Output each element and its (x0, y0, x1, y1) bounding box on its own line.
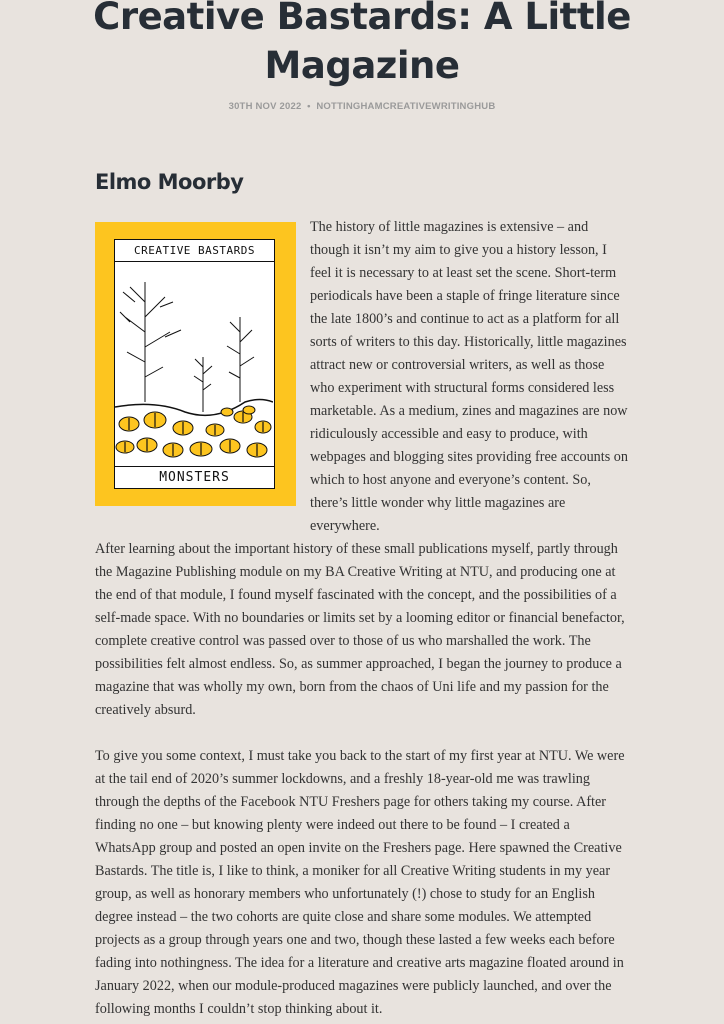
cover-issue-title: MONSTERS (115, 466, 274, 488)
magazine-cover-image[interactable] (95, 222, 296, 506)
trees-and-eyes-illustration (115, 262, 273, 466)
body-paragraph: The history of little magazines is extensive – and though it isn’t my aim to give you a history lesson, I feel it is necessary to at least set the scene. Short-term periodicals have been a staple of fringe literature since the late 1800’s and continue to act as a platform for all sorts of writers to this day. Historically, little magazines attract new or controversial writers, as well as those who experiment with structural forms considered less marketable. As a medium, zines and magazines are now ridiculously accessible and easy to produce, with webpages and blogging sites providing free accounts on which to host anyone and everyone’s content. So, there’s little wonder why little magazines are everywhere. (310, 219, 628, 534)
meta-separator: • (307, 101, 311, 112)
cover-frame (114, 239, 275, 489)
cover-title: CREATIVE BASTARDS (115, 240, 274, 262)
post-meta (0, 101, 724, 112)
body-paragraph: To give you some context, I must take you back to the start of my first year at NTU. We were at the tail end of 2020’s summer lockdowns, and a freshly 18-year-old me was trawling through the depths of the Facebook NTU Freshers page for others taking my course. After finding no one – but knowing plenty were indeed out there to be found – I created a WhatsApp group and posted an open invite on the Freshers page. Here spawned the Creative Bastards. The title is, I like to think, a moniker for all Creative Writing students in my year group, as well as honorary members who unfortunately (!) chose to study for an English degree instead – the two cohorts are quite close and share some modules. We attempted projects as a group through years one and two, though these lasted a few weeks each before fading into nothingness. The idea for a literature and creative arts magazine floated around in January 2022, when our module-produced magazines were publicly launched, and over the following months I couldn’t stop thinking about it. (95, 748, 625, 1017)
author-heading: Elmo Moorby (95, 170, 244, 194)
post-date: 30TH NOV 2022 (228, 101, 302, 112)
post-author-site[interactable]: NOTTINGHAMCREATIVEWRITINGHUB (316, 101, 496, 112)
page-title: Creative Bastards: A Little Magazine (93, 0, 631, 87)
body-paragraph: After learning about the important history of these small publications myself, partly through the Magazine Publishing module on my BA Creative Writing at NTU, and producing one at the end of that module, I found myself fascinated with the concept, and the possibilities of a self-made space. With no boundaries or limits set by a looming editor or financial benefactor, complete creative control was passed over to those of us who marshalled the work. The possibilities felt almost endless. So, as summer approached, I began the journey to produce a magazine that was wholly my own, born from the chaos of Uni life and my passion for the creatively absurd. (95, 541, 625, 718)
